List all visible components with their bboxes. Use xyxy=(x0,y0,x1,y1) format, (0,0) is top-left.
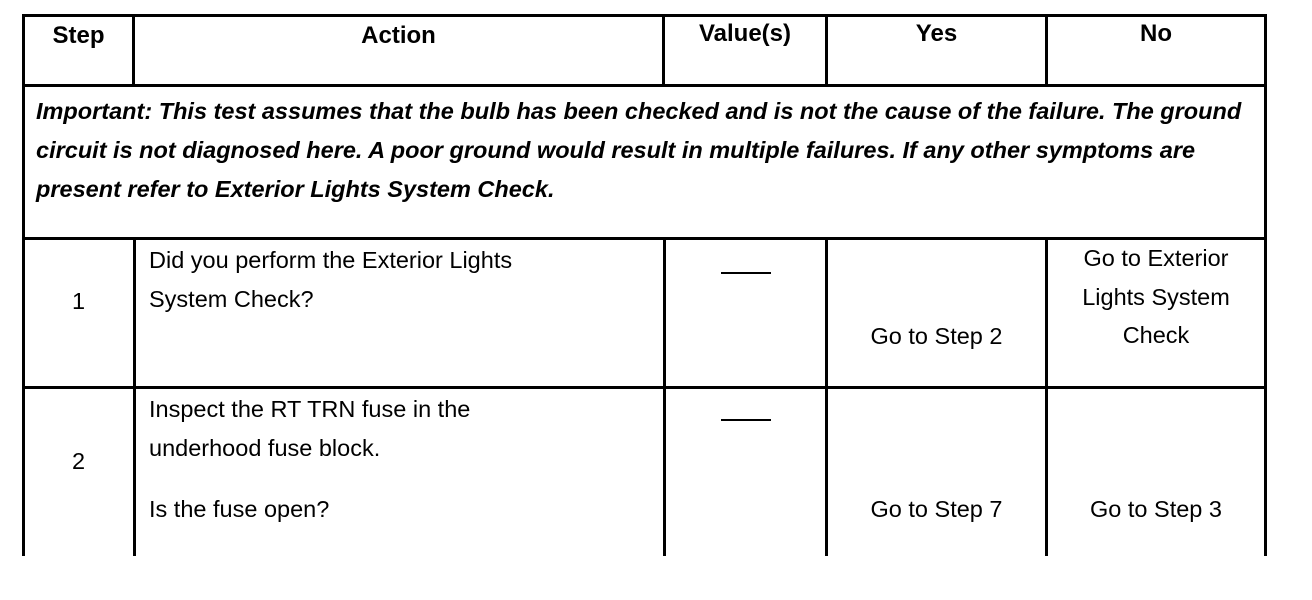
diagnostic-table xyxy=(22,14,1267,556)
row1-no-line3: Check xyxy=(1122,322,1190,348)
row1-action-line2: System Check? xyxy=(149,286,314,312)
header-action: Action xyxy=(361,22,436,49)
col-divider-action-body xyxy=(663,237,666,556)
row2-no: Go to Step 3 xyxy=(1090,496,1222,522)
table-border-right xyxy=(1264,14,1267,556)
header-yes: Yes xyxy=(915,20,958,47)
row1-step: 1 xyxy=(71,288,86,314)
header-step: Step xyxy=(52,22,105,49)
row2-step: 2 xyxy=(71,448,86,474)
col-divider-step-body xyxy=(133,237,136,556)
important-note: Important: This test assumes that the bulb has been checked and is not the cause of the failure. The ground circuit is not diagnosed here. A poor ground would result in multiple failures. If any other symptoms are present refer to Exterior Lights System Check. xyxy=(36,98,1242,202)
table-border-top xyxy=(22,14,1267,17)
row-divider xyxy=(22,386,1267,389)
row2-value-dash xyxy=(721,419,771,421)
row2-action-line1: Inspect the RT TRN fuse in the xyxy=(149,396,471,422)
header-no: No xyxy=(1140,20,1172,47)
row2-action-line2: underhood fuse block. xyxy=(149,435,381,461)
header-divider xyxy=(22,84,1267,87)
row1-value-dash xyxy=(721,272,771,274)
header-values: Value(s) xyxy=(698,20,792,47)
row2-yes: Go to Step 7 xyxy=(870,496,1003,522)
row1-yes: Go to Step 2 xyxy=(870,323,1003,349)
row1-no-line1: Go to Exterior xyxy=(1083,245,1229,271)
row1-no-line2: Lights System xyxy=(1082,284,1230,310)
row2-action-line3: Is the fuse open? xyxy=(149,496,330,522)
row1-action-line1: Did you perform the Exterior Lights xyxy=(149,247,513,273)
